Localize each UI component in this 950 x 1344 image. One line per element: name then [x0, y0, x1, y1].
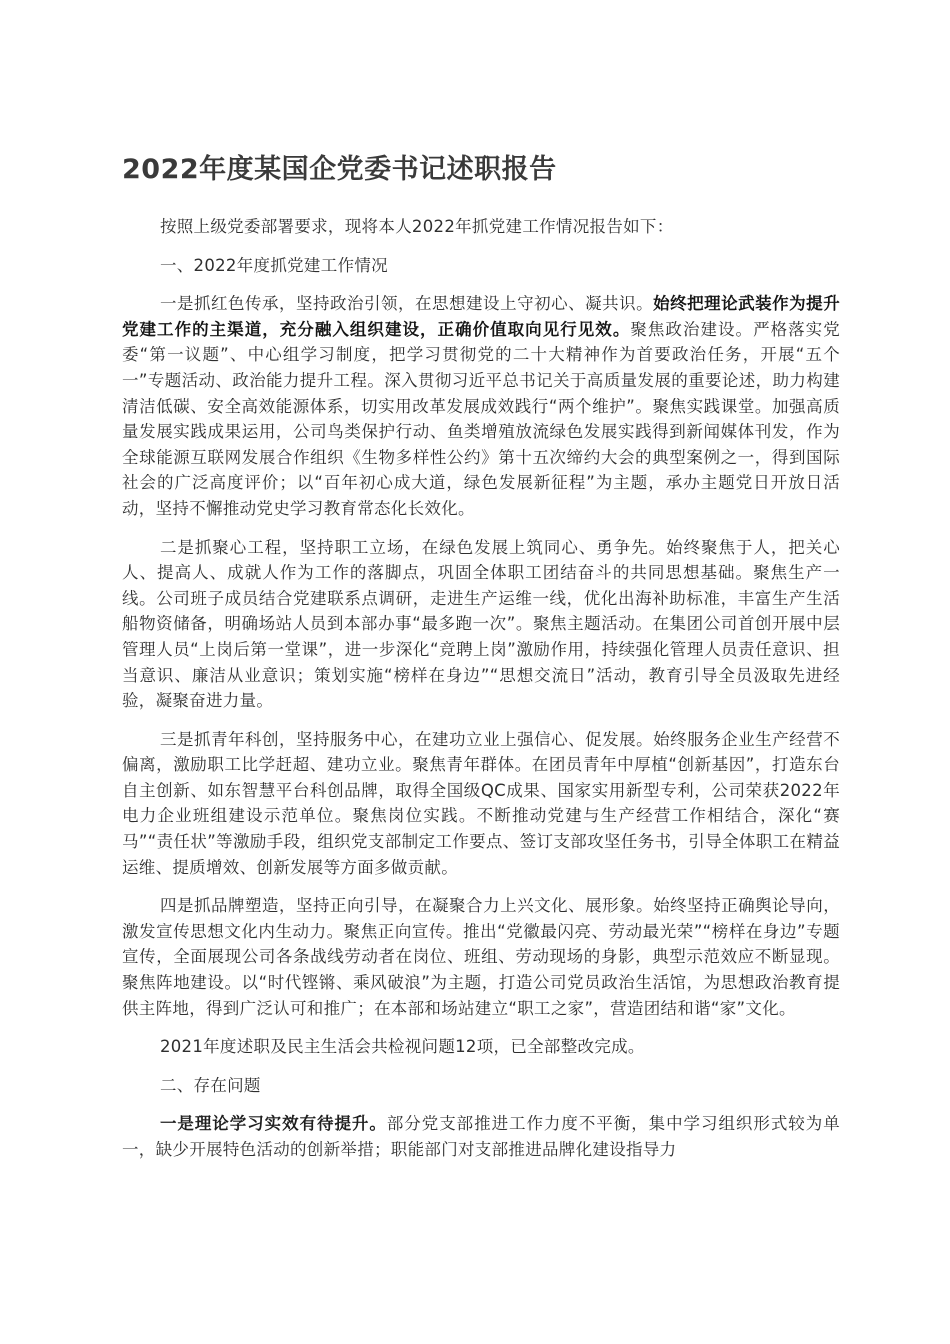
paragraph-red-heritage — [122, 291, 840, 521]
paragraph-rectification-note: 2021年度述职及民主生活会共检视问题12项，已全部整改完成。 — [159, 1037, 645, 1057]
paragraph-red-heritage-lead: 一是抓红色传承，坚持政治引领，在思想建设上守初心、凝共识。 — [159, 294, 654, 314]
paragraph-youth-innovation: 三是抓青年科创，坚持服务中心，在建功立业上强信心、促发展。始终服务企业生产经营不偏离，激励职工比学赶超、建功立业。聚焦青年群体。在团员青年中厚植“创新基因”，打造东台自主创新、如东智慧平台科创品牌，取得全国级QC成果、国家实用新型专利，公司荣获2022年电力企业班组建设示范单位。聚焦岗位实践。不断推动党建与生产经营工作相结合，深化“赛马”“责任状”等激励手段，组织党支部制定工作要点、签订支部攻坚任务书，引导全体职工在精益运维、提质增效、创新发展等方面多做贡献。 — [122, 729, 840, 877]
paragraph-brand-building: 四是抓品牌塑造，坚持正向引导，在凝聚合力上兴文化、展形象。始终坚持正确舆论导向，激发宣传思想文化内生动力。聚焦正向宣传。推出“党徽最闪亮、劳动最光荣”“榜样在身边”专题宣传，全面展现公司各条战线劳动者在岗位、班组、劳动现场的身影，典型示范效应不断显现。聚焦阵地建设。以“时代铿锵、乘风破浪”为主题，打造公司党员政治生活馆，为思想政治教育提供主阵地，得到广泛认可和推广；在本部和场站建立“职工之家”，营造团结和谐“家”文化。 — [122, 896, 840, 1018]
paragraph-red-heritage-body: 聚焦政治建设。严格落实党委“第一议题”、中心组学习制度，把学习贯彻党的二十大精神作为首要政治任务，开展“五个一”专题活动、政治能力提升工程。深入贯彻习近平总书记关于高质量发展的重要论述，助力构建清洁低碳、安全高效能源体系，切实用改革发展成效践行“两个维护”。聚焦实践课堂。加强高质量发展实践成果运用，公司鸟类保护行动、鱼类增殖放流绿色发展实践得到新闻媒体刊发，作为全球能源互联网发展合作组织《生物多样性公约》第十五次缔约大会的典型案例之一，得到国际社会的广泛高度评价；以“百年初心成大道，绿色发展新征程”为主题，承办主题党日开放日活动，坚持不懈推动党史学习教育常态化长效化。 — [122, 319, 841, 518]
intro-paragraph: 按照上级党委部署要求，现将本人2022年抓党建工作情况报告如下： — [159, 217, 674, 236]
paragraph-red-heritage-emphasis: 始终把理论武装作为提升党建工作的主渠道，充分融入组织建设，正确价值取向见行见效。 — [122, 294, 840, 339]
section-heading-work-status: 一、2022年度抓党建工作情况 — [159, 255, 388, 275]
paragraph-theory-study-problem — [122, 1111, 840, 1162]
paragraph-theory-study-body: 部分党支部推进工作力度不平衡，集中学习组织形式较为单一，缺少开展特色活动的创新举措；职能部门对支部推进品牌化建设指导力 — [122, 1114, 840, 1159]
paragraph-cohesion-project: 二是抓聚心工程，坚持职工立场，在绿色发展上筑同心、勇争先。始终聚焦于人，把关心人、提高人、成就人作为工作的落脚点，巩固全体职工团结奋斗的共同思想基础。聚焦生产一线。公司班子成员结合党建联系点调研，走进生产运维一线，优化出海补助标准，丰富生产生活船物资储备，明确场站人员到本部办事“最多跑一次”。聚焦主题活动。在集团公司首创开展中层管理人员“上岗后第一堂课”，进一步深化“竞聘上岗”激励作用，持续强化管理人员责任意识、担当意识、廉洁从业意识；策划实施“榜样在身边”“思想交流日”活动，教育引导全员汲取先进经验，凝聚奋进力量。 — [122, 537, 840, 711]
section-heading-problems: 二、存在问题 — [159, 1075, 261, 1095]
paragraph-theory-study-lead: 一是理论学习实效有待提升。 — [159, 1114, 387, 1134]
document-title: 2022年度某国企党委书记述职报告 — [122, 154, 557, 185]
document-page — [122, 150, 840, 1176]
